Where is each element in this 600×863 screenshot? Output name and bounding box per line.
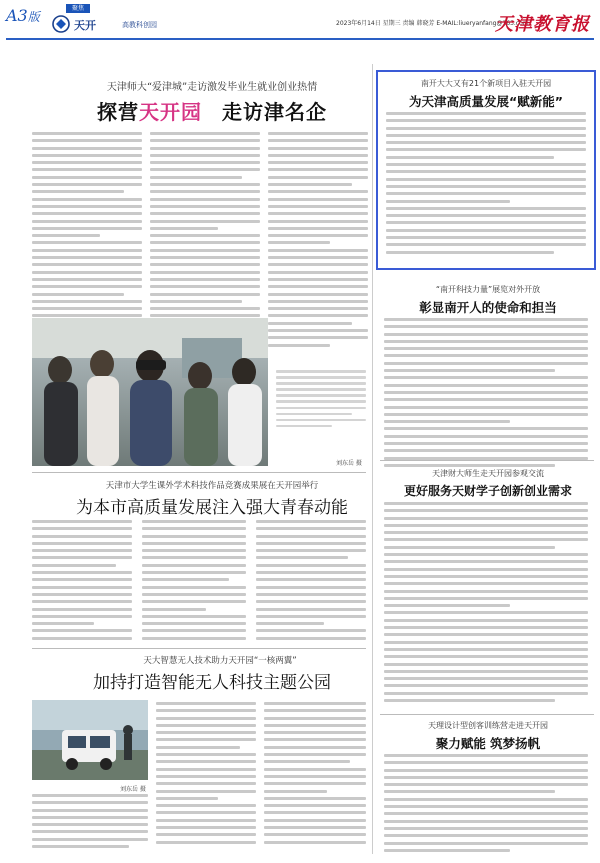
main-divider-2 [32, 648, 366, 649]
photo1-credit: 刘东岳 摄 [336, 460, 362, 467]
article3-body [384, 318, 588, 471]
date-line: 2023年6月14日 星期三 责编 韩晓芳 E-MAIL:liueryanfang@163.com [336, 20, 529, 27]
masthead [0, 0, 600, 44]
article2-kicker: 南开大大又有21个新项目入驻天开园 [420, 79, 552, 88]
photo2-credit: 刘东岳 摄 [120, 786, 146, 793]
article4-body-col2 [142, 520, 246, 644]
right-divider-2 [380, 714, 594, 715]
article4-body-col1 [32, 520, 132, 644]
section-tag [52, 4, 157, 34]
photo-drone-demo [32, 700, 148, 780]
article2-title: 为天津高质量发展“赋新能” [409, 94, 563, 109]
article1-body-col3 [268, 132, 368, 351]
photo1-caption [276, 370, 366, 431]
article6-title: 加持打造智能无人科技主题公园 [93, 673, 331, 693]
masthead-rule [6, 38, 594, 40]
article7-body [384, 754, 588, 856]
article7-kicker: 天理设计型创客训练营走进天开园 [428, 721, 548, 730]
article2-body [386, 112, 586, 258]
article4-kicker: 天津市大学生课外学术科技作品竞赛成果展在天开园举行 [105, 481, 319, 491]
photo-students-vr [32, 318, 268, 466]
article6-kicker: 天大智慧无人技术助力天开园“一核两翼” [143, 656, 297, 666]
page-number: A3版 [6, 6, 40, 25]
article4-body-col3 [256, 520, 366, 644]
article2-box [376, 70, 596, 270]
article5-body [384, 502, 588, 706]
article3-kicker: “南开科技力量”展览对外开放 [435, 285, 541, 294]
photo-students-vr-image [32, 318, 268, 466]
column-divider [372, 64, 373, 854]
article5-title: 更好服务天财学子创新创业需求 [403, 484, 572, 498]
section-tag-label: 聚焦 [66, 4, 90, 13]
article7-title: 聚力赋能 筑梦扬帆 [435, 736, 541, 751]
article6-body-col2 [156, 702, 256, 848]
article5-kicker: 天津财大师生走天开园参观交流 [432, 469, 544, 478]
main-divider-1 [32, 472, 366, 473]
section-logo: 天开 高教科创园 [52, 15, 152, 33]
right-divider-1 [380, 460, 594, 461]
photo-drone-demo-image [32, 700, 148, 780]
article4-title: 为本市高质量发展注入强大青春动能 [76, 498, 348, 518]
article6-body-col1 [32, 794, 148, 852]
article6-body-col3 [264, 702, 366, 848]
article1-kicker: 天津师大“爱津城”走访激发毕业生就业创业热情 [106, 82, 318, 93]
article1-title: 探营天开园 走访津名企 [97, 100, 327, 124]
tianjin-park-logo-icon [52, 15, 70, 33]
article3-title: 彰显南开人的使命和担当 [419, 300, 557, 315]
newspaper-brand: 天津教育报 [495, 14, 590, 35]
